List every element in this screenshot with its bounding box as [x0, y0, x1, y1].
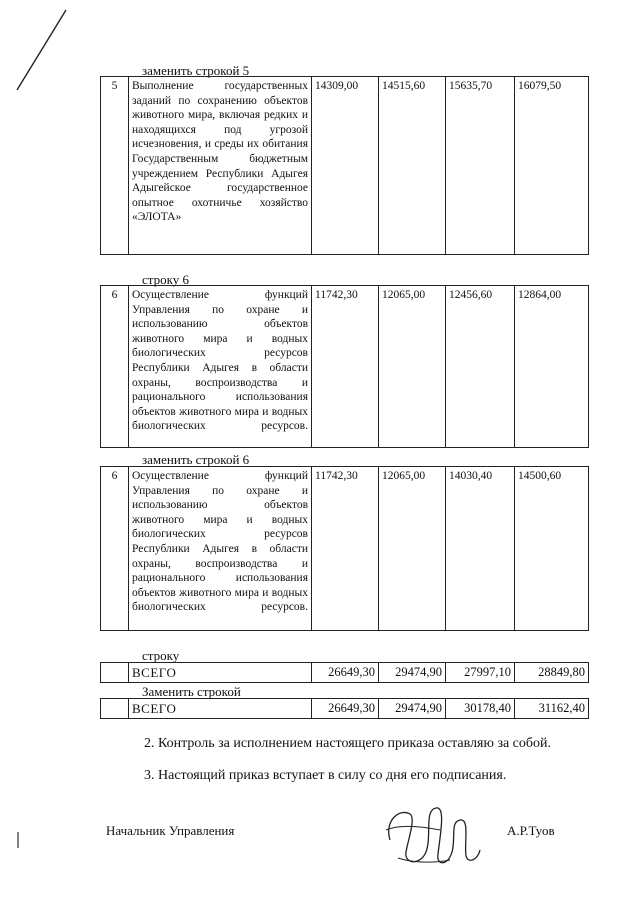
value-col-1: 11742,30: [312, 286, 379, 448]
margin-mark: [16, 832, 20, 848]
row-number: 6: [101, 286, 129, 448]
pen-stroke-mark: [14, 8, 74, 93]
value-col-1: 26649,30: [312, 663, 379, 683]
caption-replace-row-6: заменить строкой 6: [142, 452, 250, 467]
signatory-position: Начальник Управления: [106, 823, 235, 838]
table-row: [101, 663, 589, 683]
table-row-5: [100, 76, 589, 255]
row-description: Осуществление функций Управления по охране и использованию объектов животного мира и водных биологических ресурсов Республики Адыгея в области охраны, воспроизводства и рационального использования объектов животного мира и водных биологических ресурсов.: [129, 467, 312, 631]
caption-row-6: строку 6: [142, 272, 189, 287]
value-col-1: 11742,30: [312, 467, 379, 631]
table-row: [101, 699, 589, 719]
value-col-4: 31162,40: [515, 699, 589, 719]
value-col-3: 14030,40: [446, 467, 515, 631]
total-label: ВСЕГО: [129, 663, 312, 683]
value-col-4: 28849,80: [515, 663, 589, 683]
caption-row: строку: [142, 648, 180, 663]
value-col-2: 12065,00: [379, 286, 446, 448]
value-col-4: 12864,00: [515, 286, 589, 448]
table-row-6-new: [100, 466, 589, 631]
row-description: Осуществление функций Управления по охране и использованию объектов животного мира и водных биологических ресурсов Республики Адыгея в области охраны, воспроизводства и рационального использования объектов животного мира и водных биологических ресурсов.: [129, 286, 312, 448]
value-col-2: 14515,60: [379, 77, 446, 255]
total-label: ВСЕГО: [129, 699, 312, 719]
value-col-2: 12065,00: [379, 467, 446, 631]
caption-replace-row-5: заменить строкой 5: [142, 63, 250, 78]
table-row: [101, 77, 589, 255]
value-col-2: 29474,90: [379, 663, 446, 683]
empty-cell: [101, 663, 129, 683]
value-col-4: 14500,60: [515, 467, 589, 631]
table-row: [101, 286, 589, 448]
caption-replace-row: Заменить строкой: [142, 684, 241, 699]
table-total-new: [100, 698, 589, 719]
paragraph-2: 2. Контроль за исполнением настоящего приказа оставляю за собой.: [144, 736, 552, 751]
signatory-name: А.Р.Туов: [507, 823, 555, 838]
value-col-3: 12456,60: [446, 286, 515, 448]
value-col-1: 14309,00: [312, 77, 379, 255]
paragraph-3: 3. Настоящий приказ вступает в силу со дня его подписания.: [144, 768, 507, 783]
value-col-4: 16079,50: [515, 77, 589, 255]
row-number: 5: [101, 77, 129, 255]
table-row: [101, 467, 589, 631]
value-col-2: 29474,90: [379, 699, 446, 719]
row-number: 6: [101, 467, 129, 631]
value-col-3: 27997,10: [446, 663, 515, 683]
handwritten-signature: [380, 800, 485, 872]
table-total-old: [100, 662, 589, 683]
row-description: Выполнение государственных заданий по сохранению объектов животного мира, включая редких и находящихся под угрозой исчезновения, и среды их обитания Государственным бюджетным учреждением Республики Адыгея Адыгейское государственное опытное охотничье хозяйство «ЭЛОТА»: [129, 77, 312, 255]
empty-cell: [101, 699, 129, 719]
value-col-3: 15635,70: [446, 77, 515, 255]
value-col-3: 30178,40: [446, 699, 515, 719]
value-col-1: 26649,30: [312, 699, 379, 719]
table-row-6-old: [100, 285, 589, 448]
